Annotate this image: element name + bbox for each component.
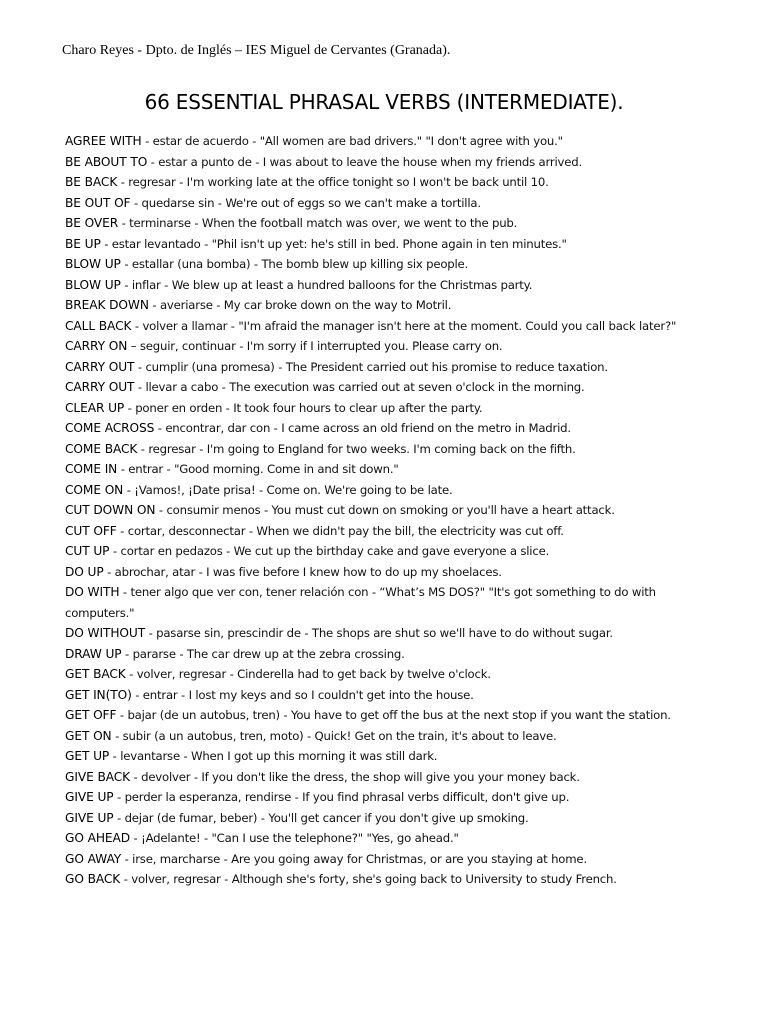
phrasal-verb-entry xyxy=(65,705,705,726)
phrasal-verb: GET OFF xyxy=(65,708,117,722)
phrasal-verb: BREAK DOWN xyxy=(65,298,149,312)
phrasal-verb-entry xyxy=(65,480,705,501)
phrasal-verb-definition: - averiarse - My car broke down on the way to Motril. xyxy=(148,298,452,312)
phrasal-verb-entry xyxy=(65,254,705,275)
phrasal-verb-definition: - pasarse sin, prescindir de - The shops are shut so we'll have to do without sugar. xyxy=(145,626,613,640)
phrasal-verb-entry xyxy=(65,767,705,788)
phrasal-verb: GIVE BACK xyxy=(65,769,131,784)
phrasal-verb-definition: - estar de acuerdo - "All women are bad drivers." "I don't agree with you." xyxy=(141,134,563,148)
phrasal-verb-entry xyxy=(65,418,705,439)
phrasal-verb-definition: - encontrar, dar con - I came across an old friend on the metro in Madrid. xyxy=(154,421,571,435)
phrasal-verb-definition: - cumplir (una promesa) - The President carried out his promise to reduce taxation. xyxy=(134,359,608,374)
phrasal-verb: GO BACK xyxy=(65,872,121,886)
phrasal-verb-entry xyxy=(65,439,705,460)
phrasal-verb-entry xyxy=(65,685,705,706)
phrasal-verb: CARRY OUT xyxy=(65,380,135,394)
phrasal-verb-entry xyxy=(65,582,705,623)
phrasal-verb-definition: - estar a punto de - I was about to leave the house when my friends arrived. xyxy=(147,154,583,169)
phrasal-verb: AGREE WITH xyxy=(65,134,142,148)
phrasal-verb-definition: - ¡Adelante! - "Can I use the telephone?" "Yes, go ahead." xyxy=(130,831,459,845)
phrasal-verb: COME IN xyxy=(65,462,118,476)
phrasal-verb-definition: - entrar - I lost my keys and so I couldn't get into the house. xyxy=(131,687,474,702)
phrasal-verb: BE OVER xyxy=(65,216,119,230)
phrasal-verb-entry xyxy=(65,234,705,255)
phrasal-verb-entry xyxy=(65,172,705,193)
phrasal-verb-entry xyxy=(65,644,705,665)
phrasal-verb-entry xyxy=(65,562,705,583)
phrasal-verb-definition: - regresar - I'm working late at the office tonight so I won't be back until 10. xyxy=(117,175,549,189)
phrasal-verb: GIVE UP xyxy=(65,810,114,825)
phrasal-verb-entry xyxy=(65,316,705,337)
phrasal-verb-definition: - volver, regresar - Cinderella had to get back by twelve o'clock. xyxy=(125,667,491,681)
phrasal-verb: COME BACK xyxy=(65,441,138,456)
phrasal-verb-list xyxy=(65,131,705,890)
phrasal-verb: GET UP xyxy=(65,749,110,763)
phrasal-verb-definition: - cortar, desconnectar - When we didn't pay the bill, the electricity was cut off. xyxy=(116,523,564,538)
phrasal-verb: BE ABOUT TO xyxy=(65,154,148,169)
phrasal-verb-entry xyxy=(65,398,705,419)
phrasal-verb-definition: - cortar en pedazos - We cut up the birthday cake and gave everyone a slice. xyxy=(109,544,550,558)
phrasal-verb-definition: - dejar (de fumar, beber) - You'll get cancer if you don't give up smoking. xyxy=(113,810,529,825)
phrasal-verb-definition: - estar levantado - "Phil isn't up yet: he's still in bed. Phone again in ten minutes." xyxy=(100,236,567,251)
phrasal-verb: DO UP xyxy=(65,564,104,579)
phrasal-verb: CUT OFF xyxy=(65,523,117,538)
phrasal-verb-entry xyxy=(65,377,705,398)
phrasal-verb: GET BACK xyxy=(65,667,126,681)
phrasal-verb-definition: - irse, marcharse - Are you going away for Christmas, or are you staying at home. xyxy=(121,851,587,866)
phrasal-verb-definition: - volver, regresar - Although she's forty, she's going back to University to study French. xyxy=(120,872,617,886)
phrasal-verb-entry xyxy=(65,808,705,829)
phrasal-verb: CARRY ON xyxy=(65,339,128,353)
phrasal-verb-entry xyxy=(65,459,705,480)
phrasal-verb-entry xyxy=(65,521,705,542)
phrasal-verb: GIVE UP xyxy=(65,790,114,804)
phrasal-verb-entry xyxy=(65,869,705,890)
phrasal-verb-definition: - tener algo que ver con, tener relación con - “What’s MS DOS?" "It's got something to do with computers." xyxy=(65,585,656,620)
phrasal-verb: CUT DOWN ON xyxy=(65,503,156,517)
phrasal-verb-definition: - quedarse sin - We're out of eggs so we can't make a tortilla. xyxy=(130,195,481,210)
phrasal-verb-definition: - bajar (de un autobus, tren) - You have to get off the bus at the next stop if you want the station. xyxy=(116,708,671,722)
phrasal-verb-entry xyxy=(65,193,705,214)
phrasal-verb-definition: - volver a llamar - "I'm afraid the manager isn't here at the moment. Could you call back later?" xyxy=(131,318,677,333)
phrasal-verb-definition: - perder la esperanza, rendirse - If you find phrasal verbs difficult, don't give up. xyxy=(113,790,570,804)
phrasal-verb: CUT UP xyxy=(65,544,110,558)
phrasal-verb-entry xyxy=(65,152,705,173)
phrasal-verb-definition: - pararse - The car drew up at the zebra crossing. xyxy=(121,646,405,661)
phrasal-verb-entry xyxy=(65,500,705,521)
phrasal-verb: GET ON xyxy=(65,728,112,743)
phrasal-verb: CARRY OUT xyxy=(65,359,135,374)
phrasal-verb-entry xyxy=(65,664,705,685)
phrasal-verb-entry xyxy=(65,357,705,378)
phrasal-verb-entry xyxy=(65,336,705,357)
phrasal-verb-definition: - entrar - "Good morning. Come in and sit down." xyxy=(117,462,399,476)
phrasal-verb-definition: - levantarse - When I got up this morning it was still dark. xyxy=(109,749,438,763)
phrasal-verb: BLOW UP xyxy=(65,277,121,292)
phrasal-verb: CALL BACK xyxy=(65,318,132,333)
phrasal-verb-entry xyxy=(65,787,705,808)
phrasal-verb: BE BACK xyxy=(65,175,118,189)
phrasal-verb-definition: - poner en orden - It took four hours to clear up after the party. xyxy=(124,400,483,415)
phrasal-verb: GO AHEAD xyxy=(65,831,131,845)
phrasal-verb-definition: - consumir menos - You must cut down on smoking or you'll have a heart attack. xyxy=(155,503,615,517)
phrasal-verb-definition: - abrochar, atar - I was five before I knew how to do up my shoelaces. xyxy=(103,564,502,579)
phrasal-verb-entry xyxy=(65,726,705,747)
phrasal-verb: BLOW UP xyxy=(65,257,121,271)
phrasal-verb: BE OUT OF xyxy=(65,195,131,210)
phrasal-verb-definition: - devolver - If you don't like the dress, the shop will give you your money back. xyxy=(130,769,580,784)
phrasal-verb: DO WITH xyxy=(65,585,120,599)
phrasal-verb: DRAW UP xyxy=(65,646,122,661)
phrasal-verb-entry xyxy=(65,623,705,644)
phrasal-verb-entry xyxy=(65,295,705,316)
phrasal-verb: GET IN(TO) xyxy=(65,687,132,702)
phrasal-verb-entry xyxy=(65,131,705,152)
phrasal-verb-definition: - estallar (una bomba) - The bomb blew up killing six people. xyxy=(120,257,469,271)
phrasal-verb-definition: - subir (a un autobus, tren, moto) - Quick! Get on the train, it's about to leave. xyxy=(111,728,557,743)
phrasal-verb-definition: - regresar - I'm going to England for two weeks. I'm coming back on the fifth. xyxy=(137,441,576,456)
phrasal-verb: COME ACROSS xyxy=(65,421,155,435)
phrasal-verb-entry xyxy=(65,828,705,849)
phrasal-verb-entry xyxy=(65,849,705,870)
phrasal-verb-definition: - ¡Vamos!, ¡Date prisa! - Come on. We're going to be late. xyxy=(123,482,453,497)
phrasal-verb-entry xyxy=(65,541,705,562)
phrasal-verb: GO AWAY xyxy=(65,851,122,866)
phrasal-verb-definition: - llevar a cabo - The execution was carried out at seven o'clock in the morning. xyxy=(134,380,585,394)
phrasal-verb-entry xyxy=(65,746,705,767)
phrasal-verb-entry xyxy=(65,275,705,296)
author-line: Charo Reyes - Dpto. de Inglés – IES Miguel de Cervantes (Granada). xyxy=(62,43,451,58)
phrasal-verb: COME ON xyxy=(65,482,124,497)
phrasal-verb-definition: – seguir, continuar - I'm sorry if I interrupted you. Please carry on. xyxy=(127,339,503,353)
page-title: 66 ESSENTIAL PHRASAL VERBS (INTERMEDIATE). xyxy=(144,90,624,114)
phrasal-verb-definition: - inflar - We blew up at least a hundred balloons for the Christmas party. xyxy=(120,277,533,292)
phrasal-verb: DO WITHOUT xyxy=(65,626,146,640)
phrasal-verb-definition: - terminarse - When the football match was over, we went to the pub. xyxy=(118,216,518,230)
phrasal-verb: CLEAR UP xyxy=(65,400,125,415)
phrasal-verb: BE UP xyxy=(65,236,101,251)
phrasal-verb-entry xyxy=(65,213,705,234)
